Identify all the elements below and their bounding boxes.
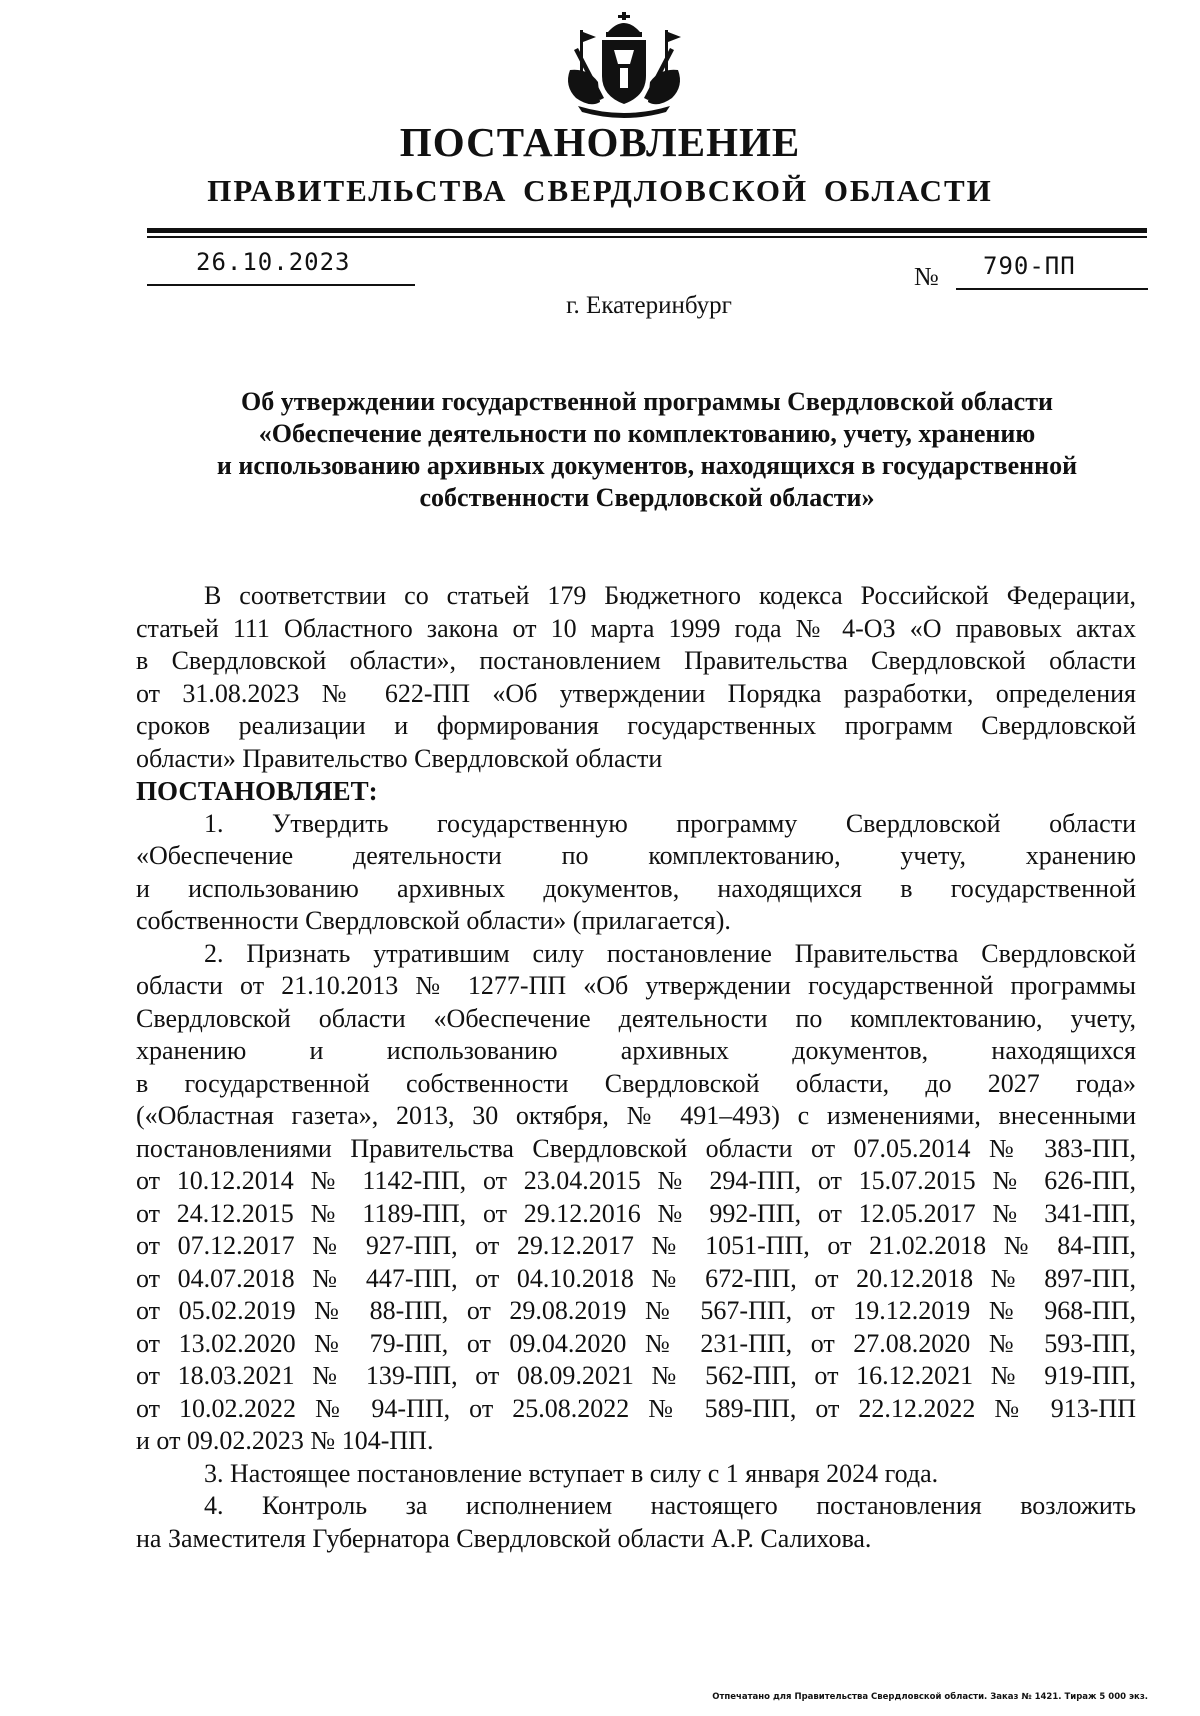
document-date: 26.10.2023 — [196, 248, 351, 276]
item-2-line: от 18.03.2021 № 139-ПП, от 08.09.2021 № 562-ПП, от 16.12.2021 № 919-ПП, — [136, 1361, 1136, 1390]
item-1-line: «Обеспечение деятельности по комплектованию, учету, хранению — [136, 841, 1136, 870]
header-divider-thin — [147, 236, 1147, 238]
subject-line: и использованию архивных документов, находящихся в государственной — [216, 451, 1078, 480]
document-city: г. Екатеринбург — [566, 292, 732, 319]
item-1-line: и использованию архивных документов, находящихся в государственной — [136, 873, 1136, 903]
item-1-line: собственности Свердловской области» (прилагается). — [136, 906, 731, 935]
document-number: 790-ПП — [983, 252, 1076, 280]
item-2-line: от 10.12.2014 № 1142-ПП, от 23.04.2015 № 294-ПП, от 15.07.2015 № 626-ПП, — [136, 1166, 1136, 1195]
document-subject — [147, 386, 1147, 514]
item-4-line: 4. Контроль за исполнением настоящего постановления возложить — [204, 1491, 1136, 1520]
document-title: ПОСТАНОВЛЕНИЕ — [399, 119, 801, 165]
preamble-line: сроков реализации и формирования государственных программ Свердловской — [136, 711, 1136, 740]
item-2-line: хранению и использованию архивных документов, находящихся — [136, 1036, 1136, 1065]
decree-heading: ПОСТАНОВЛЯЕТ: — [136, 776, 378, 806]
item-2-line: от 13.02.2020 № 79-ПП, от 09.04.2020 № 231-ПП, от 27.08.2020 № 593-ПП, — [136, 1328, 1136, 1358]
preamble-line: В соответствии со статьей 179 Бюджетного кодекса Российской Федерации, — [204, 581, 1136, 610]
number-sign: № — [914, 262, 939, 291]
subject-line: «Обеспечение деятельности по комплектованию, учету, хранению — [258, 419, 1036, 448]
item-2-line: 2. Признать утратившим силу постановление Правительства Свердловской — [204, 938, 1136, 968]
item-2-line: в государственной собственности Свердловской области, до 2027 года» — [136, 1068, 1136, 1098]
item-2-line: от 07.12.2017 № 927-ПП, от 29.12.2017 № 1051-ПП, от 21.02.2018 № 84-ПП, — [136, 1231, 1136, 1260]
subject-line: Об утверждении государственной программы Свердловской области — [241, 387, 1053, 416]
item-2-line: и от 09.02.2023 № 104-ПП. — [136, 1426, 434, 1455]
number-underline — [956, 288, 1148, 290]
item-2-line: от 24.12.2015 № 1189-ПП, от 29.12.2016 № 992-ПП, от 12.05.2017 № 341-ПП, — [136, 1198, 1136, 1228]
item-1-line: 1. Утвердить государственную программу Свердловской области — [204, 808, 1136, 838]
subject-line: собственности Свердловской области» — [419, 483, 875, 512]
preamble-line: области» Правительство Свердловской области — [136, 743, 663, 773]
sverdlovsk-coat-of-arms-icon — [560, 10, 706, 118]
item-2-line: постановлениями Правительства Свердловской области от 07.05.2014 № 383-ПП, — [136, 1133, 1136, 1163]
item-2-line: от 10.02.2022 № 94-ПП, от 25.08.2022 № 589-ПП, от 22.12.2022 № 913-ПП — [136, 1393, 1136, 1423]
item-2-line: от 04.07.2018 № 447-ПП, от 04.10.2018 № 672-ПП, от 20.12.2018 № 897-ПП, — [136, 1263, 1136, 1293]
preamble-line: от 31.08.2023 № 622-ПП «Об утверждении Порядка разработки, определения — [136, 678, 1136, 708]
item-2-line: области от 21.10.2013 № 1277-ПП «Об утверждении государственной программы — [136, 971, 1136, 1000]
preamble-line: статьей 111 Областного закона от 10 марта 1999 года № 4-ОЗ «О правовых актах — [136, 613, 1136, 643]
item-4-line: на Заместителя Губернатора Свердловской области А.Р. Салихова. — [136, 1523, 872, 1553]
date-underline — [147, 284, 415, 286]
item-3-line: 3. Настоящее постановление вступает в силу с 1 января 2024 года. — [204, 1458, 939, 1488]
item-2-line: от 05.02.2019 № 88-ПП, от 29.08.2019 № 567-ПП, от 19.12.2019 № 968-ПП, — [136, 1296, 1136, 1325]
print-imprint: Отпечатано для Правительства Свердловской области. Заказ № 1421. Тираж 5 000 экз. — [712, 1692, 1148, 1702]
item-2-line: Свердловской области «Обеспечение деятельности по комплектованию, учету, — [136, 1003, 1136, 1033]
issuer-name: ПРАВИТЕЛЬСТВА СВЕРДЛОВСКОЙ ОБЛАСТИ — [207, 173, 993, 208]
preamble-line: в Свердловской области», постановлением Правительства Свердловской области — [136, 646, 1136, 675]
header-divider — [147, 228, 1147, 233]
document-body — [136, 580, 1136, 1555]
item-2-line: («Областная газета», 2013, 30 октября, № 491–493) с изменениями, внесенными — [136, 1101, 1136, 1130]
